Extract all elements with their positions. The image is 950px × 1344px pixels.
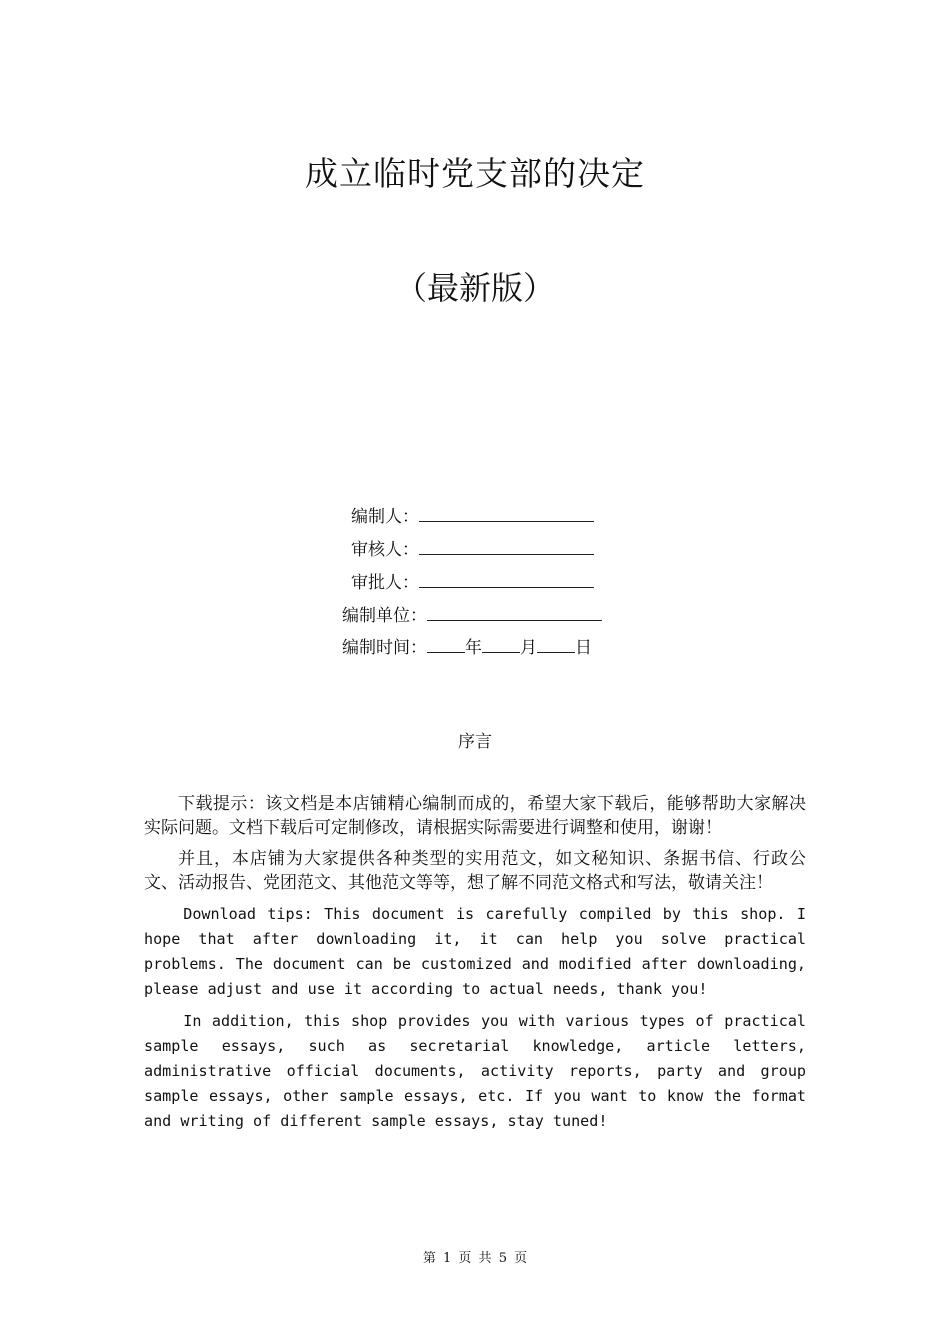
page-indicator: 第 1 页 共 5 页 (422, 1251, 528, 1266)
preface-heading: 序言 (458, 732, 492, 752)
preface-body (144, 792, 806, 1141)
meta-year-unit: 年 (465, 638, 482, 658)
preface-paragraph-cn-2: 并且，本店铺为大家提供各种类型的实用范文，如文秘知识、条据书信、行政公文、活动报告、党团范文、其他范文等等，想了解不同范文格式和写法，敬请关注！ (144, 849, 806, 893)
meta-unit-label: 编制单位： (342, 606, 427, 626)
meta-day-blank (537, 635, 575, 653)
meta-editor-row (351, 504, 594, 529)
preface-paragraph-en-1: Download tips: This document is carefully compiled by this shop. I hope that after downloading it, it can help you solve practical problems. The document can be customized and modified after downloading, please adjust and use it according to actual needs, thank you! (144, 905, 806, 998)
meta-date-row (342, 635, 592, 660)
preface-paragraph-cn-1: 下载提示：该文档是本店铺精心编制而成的，希望大家下载后，能够帮助大家解决实际问题。文档下载后可定制修改，请根据实际需要进行调整和使用，谢谢！ (144, 794, 806, 838)
meta-reviewer-row (351, 537, 594, 562)
meta-approver-label: 审批人： (351, 573, 419, 593)
meta-reviewer-blank (419, 537, 594, 555)
meta-date-label: 编制时间： (342, 638, 427, 658)
preface-paragraph-en-2: In addition, this shop provides you with various types of practical sample essays, such as secretarial knowledge, article letters, administrative official documents, activity reports, party and group sample essays, other sample essays, etc. If you want to know the format and writing of different sample essays, stay tuned! (144, 1012, 806, 1130)
document-subtitle: （最新版） (394, 269, 555, 307)
meta-day-unit: 日 (575, 638, 592, 658)
meta-reviewer-label: 审核人： (351, 540, 419, 560)
meta-approver-blank (419, 570, 594, 588)
meta-editor-blank (419, 504, 594, 522)
meta-unit-row (342, 603, 602, 628)
meta-editor-label: 编制人： (351, 507, 419, 527)
meta-month-blank (482, 635, 520, 653)
meta-year-blank (427, 635, 465, 653)
meta-month-unit: 月 (520, 638, 537, 658)
document-title: 成立临时党支部的决定 (305, 154, 645, 193)
meta-unit-blank (427, 603, 602, 621)
meta-approver-row (351, 570, 594, 595)
